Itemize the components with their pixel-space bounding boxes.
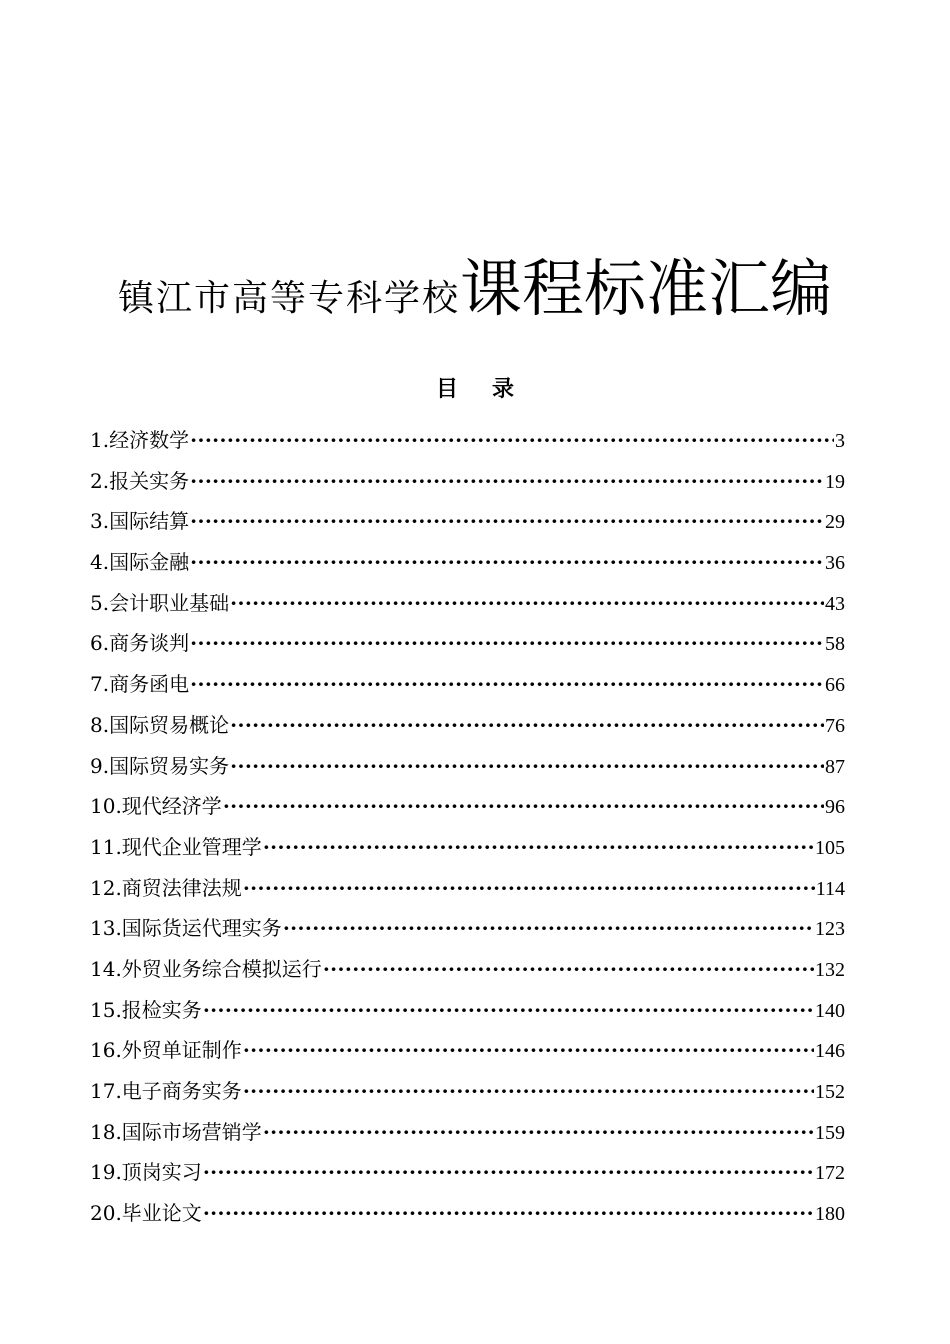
toc-entry-title: 16.外贸单证制作 <box>90 1038 242 1063</box>
dot-leader <box>203 1199 814 1227</box>
dot-leader <box>190 467 824 495</box>
toc-entry[interactable] <box>90 874 845 915</box>
toc-entry-page: 132 <box>815 958 845 981</box>
toc-entry[interactable] <box>90 426 845 467</box>
toc-entry-title: 13.国际货运代理实务 <box>90 916 282 941</box>
dot-leader <box>243 1077 814 1105</box>
toc-heading: 目录 <box>435 377 548 402</box>
toc-entry-title: 8.国际贸易概论 <box>90 712 230 737</box>
toc-entry[interactable] <box>90 711 845 752</box>
toc-entry-title: 5.会计职业基础 <box>90 590 230 615</box>
toc-entry[interactable] <box>90 1118 845 1159</box>
toc-entry-title: 18.国际市场营销学 <box>90 1119 262 1144</box>
toc-entry-page: 36 <box>825 552 845 575</box>
dot-leader <box>230 752 824 780</box>
dot-leader <box>190 548 824 576</box>
toc-entry-title: 12.商贸法律法规 <box>90 875 242 900</box>
toc-entry-title: 6.商务谈判 <box>90 631 190 656</box>
title-school-name: 镇江市高等专科学校 <box>117 278 460 319</box>
dot-leader <box>263 1118 814 1146</box>
dot-leader <box>283 914 814 942</box>
dot-leader <box>263 833 814 861</box>
toc-entry[interactable] <box>90 1158 845 1199</box>
toc-entry-title: 1.经济数学 <box>90 428 190 452</box>
toc-entry[interactable] <box>90 996 845 1037</box>
dot-leader <box>230 589 824 617</box>
toc-entry-page: 19 <box>825 470 845 493</box>
toc-entry-page: 105 <box>815 836 845 859</box>
dot-leader <box>190 426 834 454</box>
toc-entry-page: 76 <box>825 714 845 737</box>
toc-entry[interactable] <box>90 752 845 793</box>
dot-leader <box>190 507 824 535</box>
toc-entry-page: 29 <box>825 511 845 534</box>
toc-entry-title: 17.电子商务实务 <box>90 1079 242 1103</box>
toc-entry-page: 152 <box>815 1081 845 1103</box>
toc-entry-page: 140 <box>815 999 845 1022</box>
dot-leader <box>223 792 824 820</box>
toc-entry[interactable] <box>90 914 845 955</box>
toc-entry-page: 180 <box>815 1203 845 1226</box>
toc-entry-page: 114 <box>815 877 845 900</box>
toc-entry-page: 87 <box>825 755 845 778</box>
toc-entry-title: 14.外贸业务综合模拟运行 <box>90 956 322 981</box>
toc-entry-page: 43 <box>825 592 845 615</box>
table-of-contents <box>90 426 845 1240</box>
toc-entry-title: 10.现代经济学 <box>90 794 222 819</box>
dot-leader <box>230 711 824 739</box>
toc-entry[interactable] <box>90 1036 845 1077</box>
toc-entry-page: 123 <box>815 918 845 941</box>
toc-entry-title: 9.国际贸易实务 <box>90 753 230 778</box>
dot-leader <box>323 955 814 983</box>
dot-leader <box>190 629 824 657</box>
toc-entry-page: 172 <box>815 1162 845 1185</box>
toc-entry[interactable] <box>90 507 845 548</box>
document-title <box>0 252 950 325</box>
toc-entry-title: 20.毕业论文 <box>90 1201 202 1226</box>
toc-entry[interactable] <box>90 833 845 874</box>
dot-leader <box>190 670 824 698</box>
toc-entry-title: 3.国际结算 <box>90 509 190 534</box>
dot-leader <box>243 874 815 902</box>
toc-entry-page: 58 <box>825 633 845 656</box>
toc-entry-title: 15.报检实务 <box>90 997 202 1022</box>
toc-entry[interactable] <box>90 589 845 630</box>
toc-entry-title: 2.报关实务 <box>90 468 190 493</box>
toc-entry[interactable] <box>90 548 845 589</box>
toc-entry[interactable] <box>90 629 845 670</box>
toc-entry-title: 19.顶岗实习 <box>90 1160 202 1185</box>
toc-entry-page: 66 <box>825 674 845 697</box>
dot-leader <box>243 1036 814 1064</box>
dot-leader <box>203 1158 814 1186</box>
toc-entry-page: 146 <box>815 1040 845 1063</box>
toc-entry-page: 159 <box>815 1121 845 1144</box>
toc-entry-title: 7.商务函电 <box>90 672 190 697</box>
title-collection-name: 课程标准汇编 <box>460 252 833 325</box>
toc-entry-page: 3 <box>835 430 845 452</box>
toc-entry[interactable] <box>90 792 845 833</box>
toc-entry[interactable] <box>90 1077 845 1118</box>
dot-leader <box>203 996 814 1024</box>
toc-entry[interactable] <box>90 467 845 508</box>
toc-entry[interactable] <box>90 1199 845 1240</box>
toc-entry-page: 96 <box>825 796 845 819</box>
toc-entry[interactable] <box>90 955 845 996</box>
toc-entry-title: 11.现代企业管理学 <box>90 834 262 859</box>
toc-entry-title: 4.国际金融 <box>90 550 190 575</box>
toc-entry[interactable] <box>90 670 845 711</box>
